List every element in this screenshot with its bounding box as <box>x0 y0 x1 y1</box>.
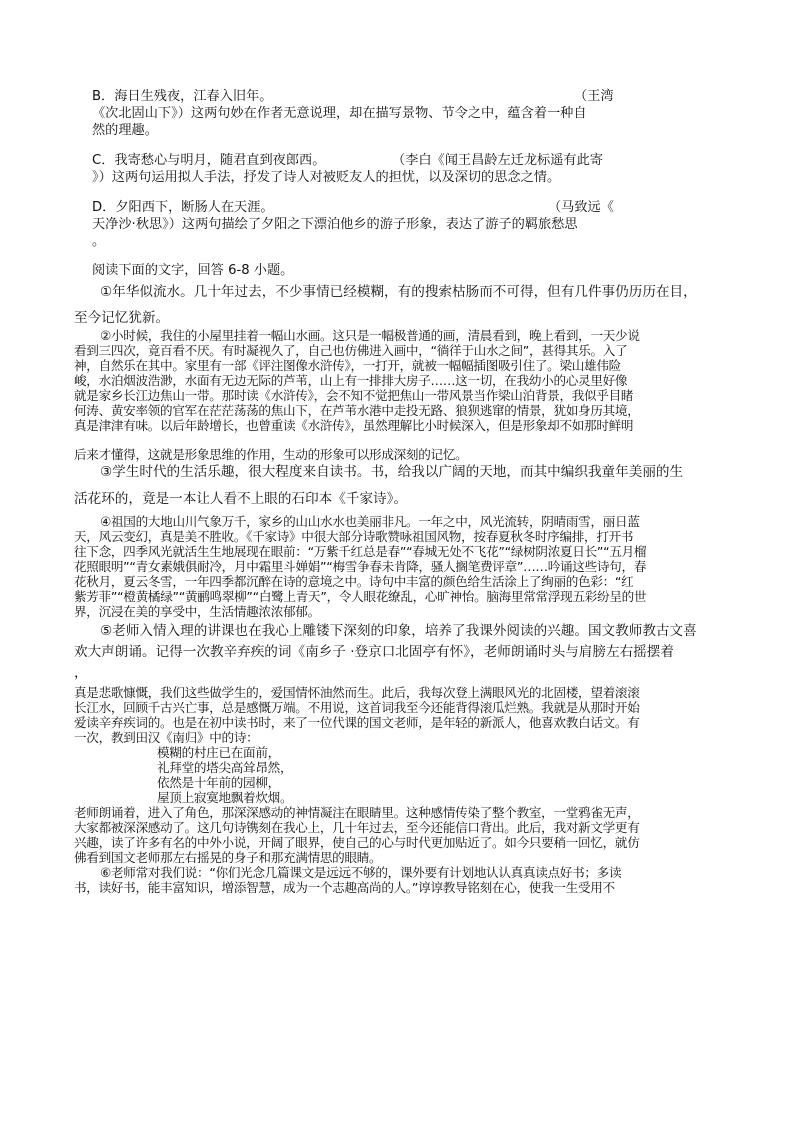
p2-line4: 峻，水泊烟波浩渺，水面有无边无际的芦苇，山上有一排排大房子……这一切，在我幼小的心灵里好像 <box>74 373 628 388</box>
p5-line7: 一次，教到田汉《南归》中的诗： <box>74 730 259 745</box>
p2-line2: 看到三四次，竟百看不厌。有时凝视久了，自己也仿佛进入画中，“徜徉于山水之间”，甚得其乐。入了 <box>74 343 628 358</box>
p5b-line2: 大家都被深深感动了。这几句诗镌刻在我心上，几十年过去，至今还能信口背出。此后，我对新文学更有 <box>74 820 640 835</box>
p5b-line4: 佛看到国文老师那左右摇晃的身子和那充满情思的眼睛。 <box>74 850 382 865</box>
p4-line3: 往下念，四季风光就活生生地展现在眼前：“万紫千红总是春”“春城无处不飞花”“绿树阴浓夏日长”“五月榴 <box>74 544 647 559</box>
p6-line2: 书，读好书，能丰富知识，增添智慧，成为一个志趣高尚的人。”谆谆教导铭刻在心，使我一生受用不 <box>74 880 615 895</box>
option-b-line2: 《次北固山下》）这两句妙在作者无意说理，却在描写景物、节令之中，蕴含着一种自 <box>92 106 587 121</box>
p1-line2: 至今记忆犹新。 <box>74 310 170 326</box>
poem-line1: 模糊的村庄已在面前， <box>157 745 280 760</box>
p4-line2: 天，风云变幻，真是美不胜收。《千家诗》中很大部分诗歌赞咏祖国风物，按春夏秋冬时序编排，打开书 <box>74 529 634 544</box>
p4-line4: 花照眼明”“青女素娥俱耐冷，月中霜里斗婵娟”“梅雪争春未肯降，骚人搁笔费评章”……吟诵这些诗句，春 <box>74 559 647 574</box>
p5-line3: ， <box>74 665 88 681</box>
p5-line6: 爱读辛弃疾词的。也是在初中读书时，来了一位代课的国文老师，是年轻的新派人，他喜欢教白话文。有 <box>74 715 640 730</box>
option-d-line1: D．夕阳西下，断肠人在天涯。 <box>92 200 274 215</box>
p3-line1: ③学生时代的生活乐趣，很大程度来自读书。书，给我以广阔的天地，而其中编织我童年美丽的生 <box>100 464 684 480</box>
p5-line1: ⑤老师入情入理的讲课也在我心上雕镂下深刻的印象，培养了我课外阅读的兴趣。国文教师教古文喜 <box>100 623 697 639</box>
p2-line7: 真是津津有味。以后年龄增长，也曾重读《水浒传》，虽然理解比小时候深入，但是形象却不如那时鲜明 <box>74 418 634 433</box>
p1-line1: ①年华似流水。几十年过去，不少事情已经模糊，有的搜索枯肠而不可得，但有几件事仍历历在目， <box>100 284 697 300</box>
option-d-source: （马致远《 <box>548 200 614 215</box>
p4-line7: 界，沉浸在美的享受中，生活情趣浓浓郁郁。 <box>74 604 320 619</box>
p5b-line3: 兴趣，读了许多有名的中外小说，开阔了眼界，使自己的心与时代更加贴近了。如今只要稍一回忆，就仿 <box>74 835 640 850</box>
p5-line2: 欢大声朗诵。记得一次教辛弃疾的词《南乡子 ·登京口北固亭有怀》，老师朗诵时头与肩膀左右摇摆着 <box>74 644 674 660</box>
p6-line1: ⑥老师常对我们说：“你们光念几篇课文是远远不够的，课外要有计划地认认真真读点好书；多读 <box>100 865 622 880</box>
poem-line3: 依然是十年前的园柳， <box>157 775 280 790</box>
p2-line6: 何涛、黄安率领的官军在茫茫荡荡的焦山下，在芦苇水港中走投无路、狼狈逃窜的情景，犹如身历其境， <box>74 403 640 418</box>
reading-intro: 阅读下面的文字，回答 6-8 小题。 <box>92 263 294 278</box>
p2-line1: ②小时候，我住的小屋里挂着一幅山水画。这只是一幅极普通的画，清晨看到，晚上看到，一天少说 <box>100 328 640 343</box>
p2-line3: 神，自然乐在其中。家里有一部《评注图像水浒传》，一打开，就被一幅幅插图吸引住了。梁山雄伟险 <box>74 358 621 373</box>
p4-line6: 紫芳菲”“橙黄橘绿”“黄鹂鸣翠柳”“白鹭上青天”，令人眼花缭乱，心旷神怡。脑海里常常浮现五彩纷呈的世 <box>74 589 647 604</box>
p5b-line1: 老师朗诵着，进入了角色，那深深感动的神情凝注在眼睛里。这种感情传染了整个教室，一堂鸦雀无声， <box>74 805 640 820</box>
p4-line1: ④祖国的大地山川气象万千，家乡的山山水水也美丽非凡。一年之中，风光流转，阴晴雨雪，丽日蓝 <box>100 514 640 529</box>
option-d-line3: 。 <box>92 234 106 249</box>
p2-line5: 就是家乡长江边焦山一带。那时读《水浒传》，会不知不觉把焦山一带风景当作梁山泊背景，我似乎目睹 <box>74 388 634 403</box>
option-b-line1: B．海日生残夜，江春入旧年。 <box>92 89 273 104</box>
poem-line2: 礼拜堂的塔尖高耸昂然， <box>157 760 293 775</box>
p5-line5: 长江水，回顾千古兴亡事，总是感慨万端。不用说，这首词我至今还能背得滚瓜烂熟。我就是从那时开始 <box>74 700 640 715</box>
option-c-line1: C．我寄愁心与明月，随君直到夜郎西。 <box>92 153 326 168</box>
poem-line4: 屋顶上寂寞地飘着炊烟。 <box>157 790 293 805</box>
option-b-source: （王湾 <box>574 89 614 104</box>
p3-line2: 活花环的，竟是一本让人看不上眼的石印本《千家诗》。 <box>74 491 408 507</box>
option-c-source: （李白《闻王昌龄左迁龙标遥有此寄 <box>392 153 603 168</box>
option-b-line3: 然的理趣。 <box>92 123 158 138</box>
p2-line8: 后来才懂得，这就是形象思维的作用，生动的形象可以形成深刻的记忆。 <box>74 447 468 462</box>
option-c-line2: 》）这两句运用拟人手法，抒发了诗人对被贬友人的担忧，以及深切的思念之情。 <box>92 170 561 185</box>
p5-line4: 真是悲歌慷慨，我们这些做学生的，爱国情怀油然而生。此后，我每次登上满眼风光的北固楼，望着滚滚 <box>74 685 640 700</box>
p4-line5: 花秋月，夏云冬雪，一年四季都沉醉在诗的意境之中。诗句中丰富的颜色给生活涂上了绚丽的色彩：“红 <box>74 574 634 589</box>
option-d-line2: 天净沙·秋思》）这两句描绘了夕阳之下漂泊他乡的游子形象，表达了游子的羁旅愁思 <box>92 217 578 232</box>
